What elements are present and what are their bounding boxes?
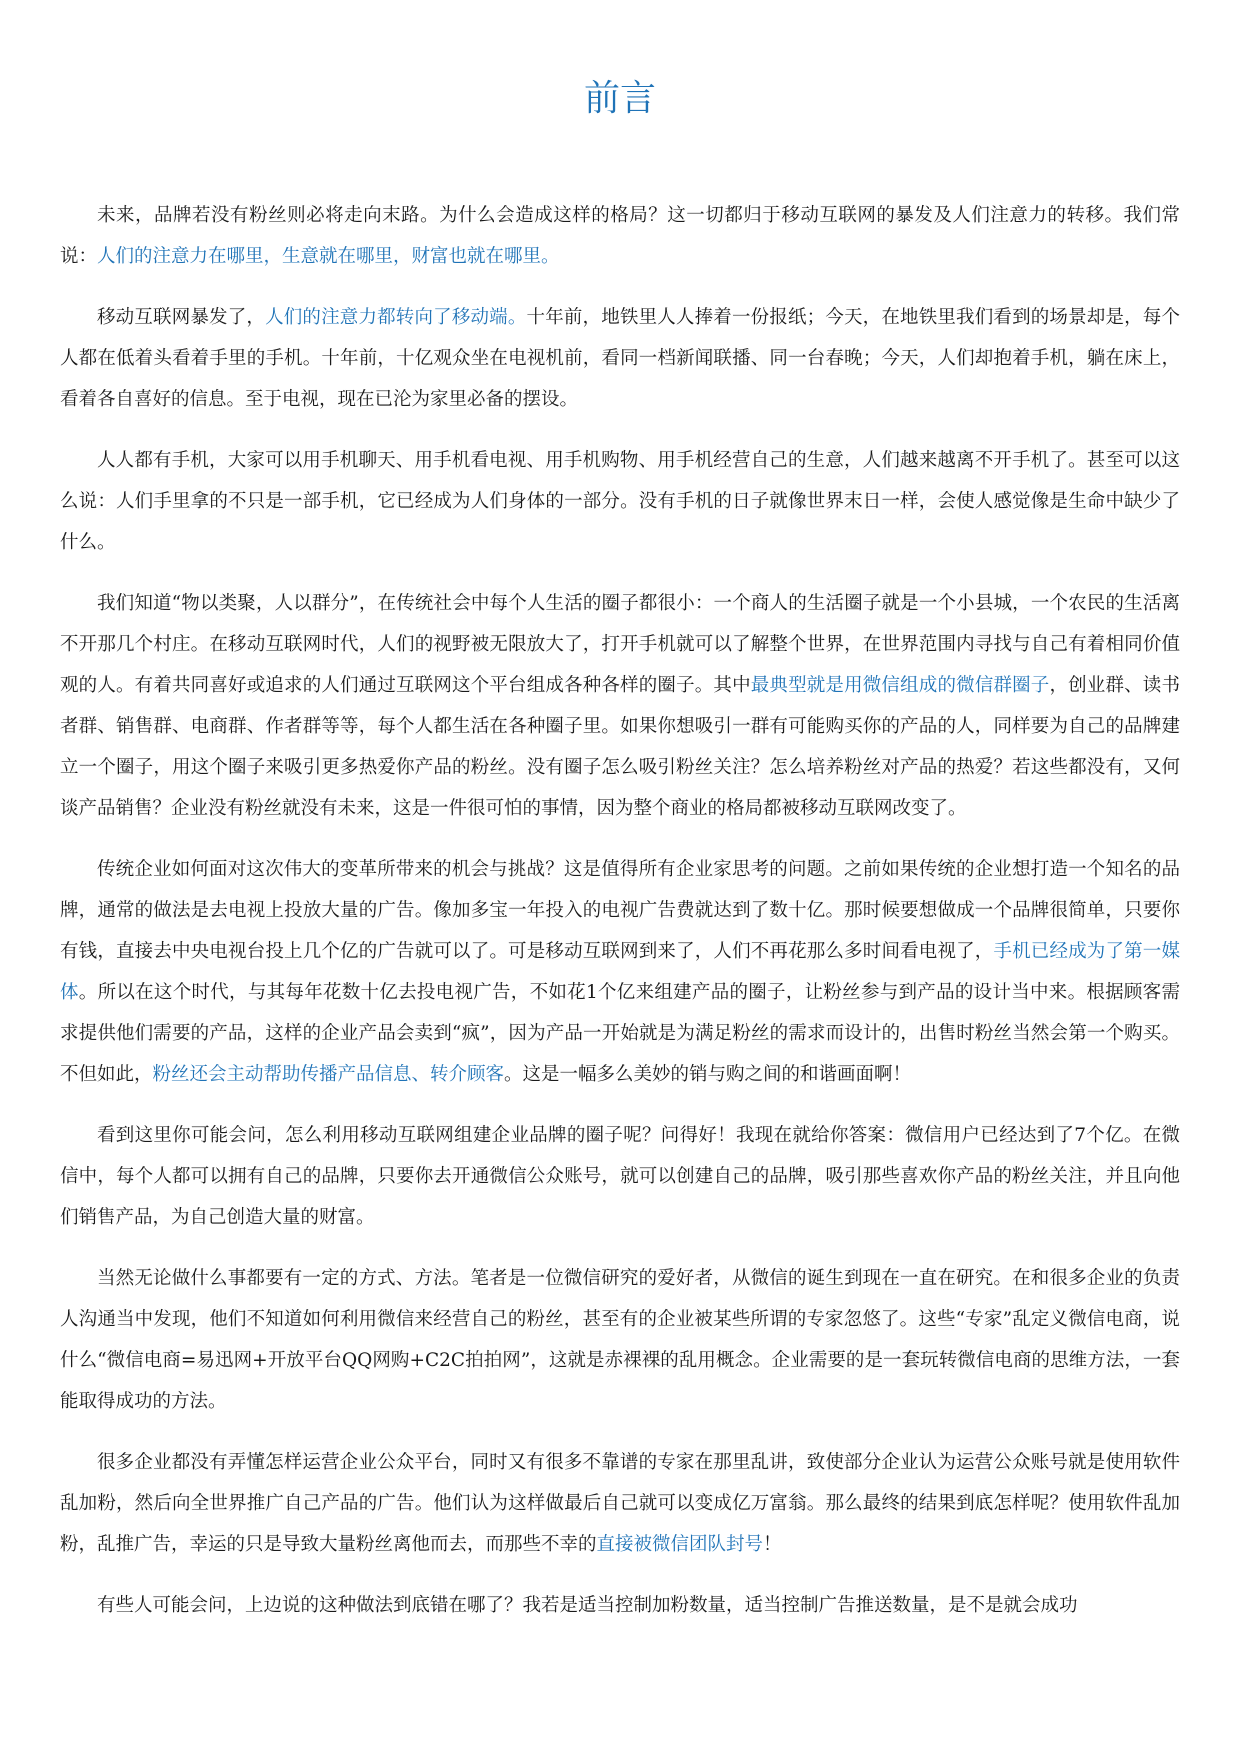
paragraph-text: 移动互联网暴发了， [97,307,266,328]
highlighted-text: 最典型就是用微信组成的微信群圈子 [750,675,1050,696]
highlighted-text: 粉丝还会主动帮助传播产品信息、转介顾客 [152,1064,505,1085]
paragraph-text: 当然无论做什么事都要有一定的方式、方法。笔者是一位微信研究的爱好者，从微信的诞生到现在一直在研究。在和很多企业的负责人沟通当中发现，他们不知道如何利用微信来经营自己的粉丝，甚至有的企业被某些所谓的专家忽悠了。这些“专家”乱定义微信电商，说什么“微信电商=易迅网+开放平台QQ网购+C2C拍拍网”，这就是赤裸裸的乱用概念。企业需要的是一套玩转微信电商的思维方法，一套能取得成功的方法。 [60,1268,1180,1412]
highlighted-text: 人们的注意力在哪里，生意就在哪里，财富也就在哪里。 [97,246,560,267]
paragraph-text: ！ [763,1534,782,1555]
highlighted-text: 手机已经成为了第一媒体 [60,941,1180,1003]
paragraph-text: 我们知道“物以类聚，人以群分”，在传统社会中每个人生活的圈子都很小：一个商人的生活圈子就是一个小县城，一个农民的生活离不开那几个村庄。在移动互联网时代，人们的视野被无限放大了，打开手机就可以了解整个世界，在世界范围内寻找与自己有着相同价值观的人。有着共同喜好或追求的人们通过互联网这个平台组成各种各样的圈子。其中 [60,593,1180,696]
paragraph-text: ，创业群、读书者群、销售群、电商群、作者群等等，每个人都生活在各种圈子里。如果你想吸引一群有可能购买你的产品的人，同样要为自己的品牌建立一个圈子，用这个圈子来吸引更多热爱你产品的粉丝。没有圈子怎么吸引粉丝关注？怎么培养粉丝对产品的热爱？若这些都没有，又何谈产品销售？企业没有粉丝就没有未来，这是一件很可怕的事情，因为整个商业的格局都被移动互联网改变了。 [60,675,1180,819]
page-title: 前言 [583,78,656,119]
paragraph [60,440,1180,563]
highlighted-text: 人们的注意力都转向了移动端。 [265,307,527,328]
paragraph-text: 未来，品牌若没有粉丝则必将走向末路。为什么会造成这样的格局？这一切都归于移动互联网的暴发及人们注意力的转移。我们常说： [60,205,1180,267]
paragraph-text: 。这是一幅多么美妙的销与购之间的和谐画面啊！ [504,1064,912,1085]
paragraph [60,1442,1180,1565]
paragraph [60,583,1180,829]
paragraph-text: 十年前，地铁里人人捧着一份报纸；今天，在地铁里我们看到的场景却是，每个人都在低着头看着手里的手机。十年前，十亿观众坐在电视机前，看同一档新闻联播、同一台春晚；今天，人们却抱着手机，躺在床上，看着各自喜好的信息。至于电视，现在已沦为家里必备的摆设。 [60,307,1180,410]
paragraph [60,849,1180,1095]
paragraph [60,1115,1180,1238]
paragraph [60,1258,1180,1422]
paragraph [60,1585,1180,1626]
paragraph-text: 传统企业如何面对这次伟大的变革所带来的机会与挑战？这是值得所有企业家思考的问题。之前如果传统的企业想打造一个知名的品牌，通常的做法是去电视上投放大量的广告。像加多宝一年投入的电视广告费就达到了数十亿。那时候要想做成一个品牌很简单，只要你有钱，直接去中央电视台投上几个亿的广告就可以了。可是移动互联网到来了，人们不再花那么多时间看电视了， [60,859,1180,962]
paragraph-text: 有些人可能会问，上边说的这种做法到底错在哪了？我若是适当控制加粉数量，适当控制广告推送数量，是不是就会成功 [97,1595,1078,1616]
paragraph-text: 看到这里你可能会问，怎么利用移动互联网组建企业品牌的圈子呢？问得好！我现在就给你答案：微信用户已经达到了7个亿。在微信中，每个人都可以拥有自己的品牌，只要你去开通微信公众账号，就可以创建自己的品牌，吸引那些喜欢你产品的粉丝关注，并且向他们销售产品，为自己创造大量的财富。 [60,1125,1180,1228]
preface-body [60,195,1180,1646]
highlighted-text: 直接被微信团队封号 [596,1534,764,1555]
paragraph [60,297,1180,420]
paragraph-text: 。所以在这个时代，与其每年花数十亿去投电视广告，不如花1个亿来组建产品的圈子，让粉丝参与到产品的设计当中来。根据顾客需求提供他们需要的产品，这样的企业产品会卖到“疯”，因为产品一开始就是为满足粉丝的需求而设计的，出售时粉丝当然会第一个购买。不但如此， [60,982,1180,1085]
paragraph [60,195,1180,277]
paragraph-text: 很多企业都没有弄懂怎样运营企业公众平台，同时又有很多不靠谱的专家在那里乱讲，致使部分企业认为运营公众账号就是使用软件乱加粉，然后向全世界推广自己产品的广告。他们认为这样做最后自己就可以变成亿万富翁。那么最终的结果到底怎样呢？使用软件乱加粉，乱推广告，幸运的只是导致大量粉丝离他而去，而那些不幸的 [60,1452,1180,1555]
paragraph-text: 人人都有手机，大家可以用手机聊天、用手机看电视、用手机购物、用手机经营自己的生意，人们越来越离不开手机了。甚至可以这么说：人们手里拿的不只是一部手机，它已经成为人们身体的一部分。没有手机的日子就像世界末日一样，会使人感觉像是生命中缺少了什么。 [60,450,1180,553]
